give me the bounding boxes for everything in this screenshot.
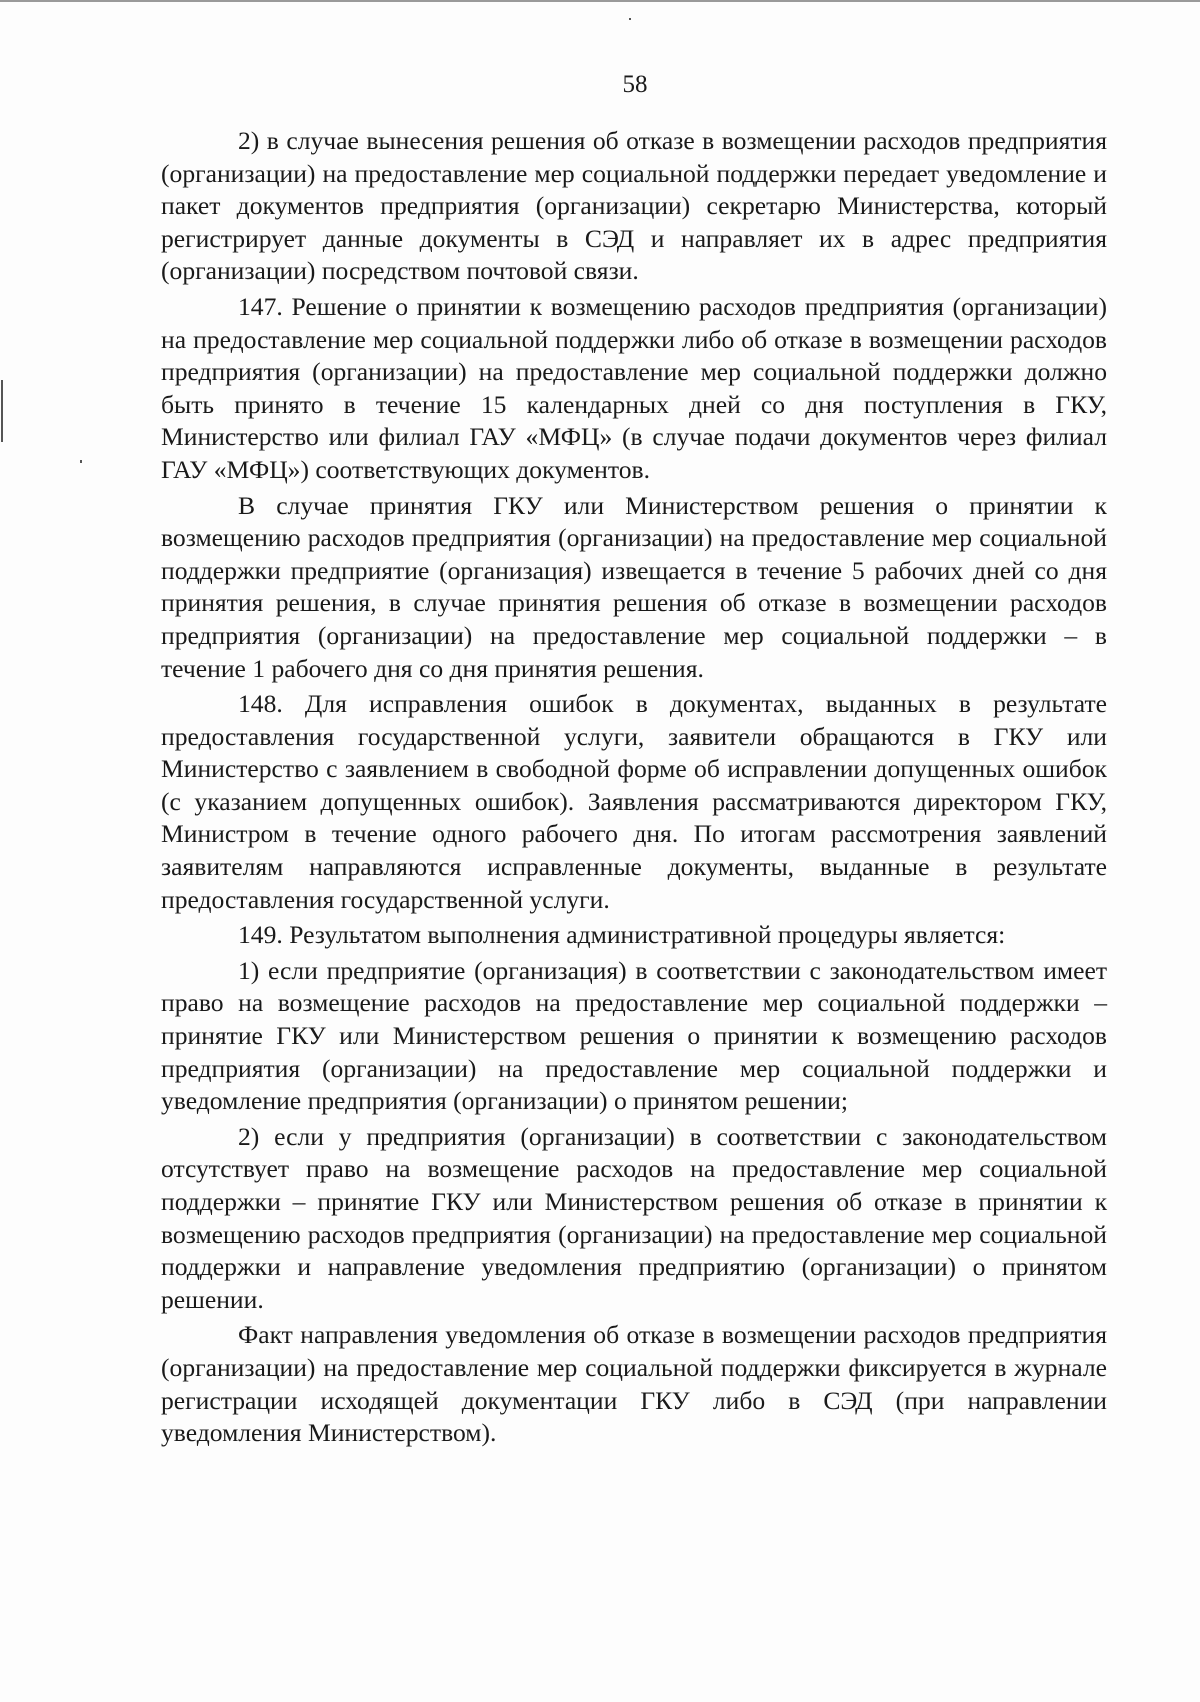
paragraph-148: 148. Для исправления ошибок в документах, выданных в результате предоставления государственной услуги, заявители обращаются в ГКУ или Министерство с заявлением в свободной форме об исправлении допущенных ошибок (с указанием допущенных ошибок). Заявления рассматриваются директором ГКУ, Министром в течение одного рабочего дня. По итогам рассмотрения заявлений заявителям направляются исправленные документы, выданные в результате предоставления государственной услуги. xyxy=(161,689,1107,914)
paragraph-147-notification: В случае принятия ГКУ или Министерством решения о принятии к возмещению расходов предприятия (организации) на предоставление мер социальной поддержки предприятие (организация) извещается в течение 5 рабочих дней со дня принятия решения, в случае принятия решения об отказе в возмещении расходов предприятия (организации) на предоставление мер социальной поддержки – в течение 1 рабочего дня со дня принятия решения. xyxy=(161,490,1107,683)
scan-mark-dot xyxy=(629,18,631,20)
paragraph-149-item-2: 2) если у предприятия (организации) в соответствии с законодательством отсутствует право на возмещение расходов на предоставление мер социальной поддержки – принятие ГКУ или Министерством решения об отказе в принятии к возмещению расходов предприятия (организации) на предоставление мер социальной поддержки и направление уведомления предприятию (организации) о принятом решении. xyxy=(161,1121,1107,1314)
paragraph-item-2: 2) в случае вынесения решения об отказе в возмещении расходов предприятия (организации) на предоставление мер социальной поддержки передает уведомление и пакет документов предприятия (организации) секретарю Министерства, который регистрирует данные документы в СЭД и направляет их в адрес предприятия (организации) посредством почтовой связи. xyxy=(161,126,1107,286)
paragraph-refusal-fact: Факт направления уведомления об отказе в возмещении расходов предприятия (организации) на предоставление мер социальной поддержки фиксируется в журнале регистрации исходящей документации ГКУ либо в СЭД (при направлении уведомления Министерством). xyxy=(161,1320,1107,1448)
paragraph-147: 147. Решение о принятии к возмещению расходов предприятия (организации) на предоставление мер социальной поддержки либо об отказе в возмещении расходов предприятия (организации) на предоставление мер социальной поддержки должно быть принято в течение 15 календарных дней со дня поступления в ГКУ, Министерство или филиал ГАУ «МФЦ» (в случае подачи документов через филиал ГАУ «МФЦ») соответствующих документов. xyxy=(161,291,1107,484)
scan-mark-dot xyxy=(80,460,82,463)
paragraph-149: 149. Результатом выполнения административной процедуры является: xyxy=(238,920,1006,950)
page-number: 58 xyxy=(622,71,648,98)
page-top-edge xyxy=(0,0,1200,2)
paragraph-149-item-1: 1) если предприятие (организация) в соответствии с законодательством имеет право на возмещение расходов на предоставление мер социальной поддержки – принятие ГКУ или Министерством решения о принятии к возмещению расходов предприятия (организации) на предоставление мер социальной поддержки и уведомление предприятия (организации) о принятом решении; xyxy=(161,955,1107,1116)
scan-mark-left xyxy=(1,380,3,442)
document-body xyxy=(161,125,1107,1453)
